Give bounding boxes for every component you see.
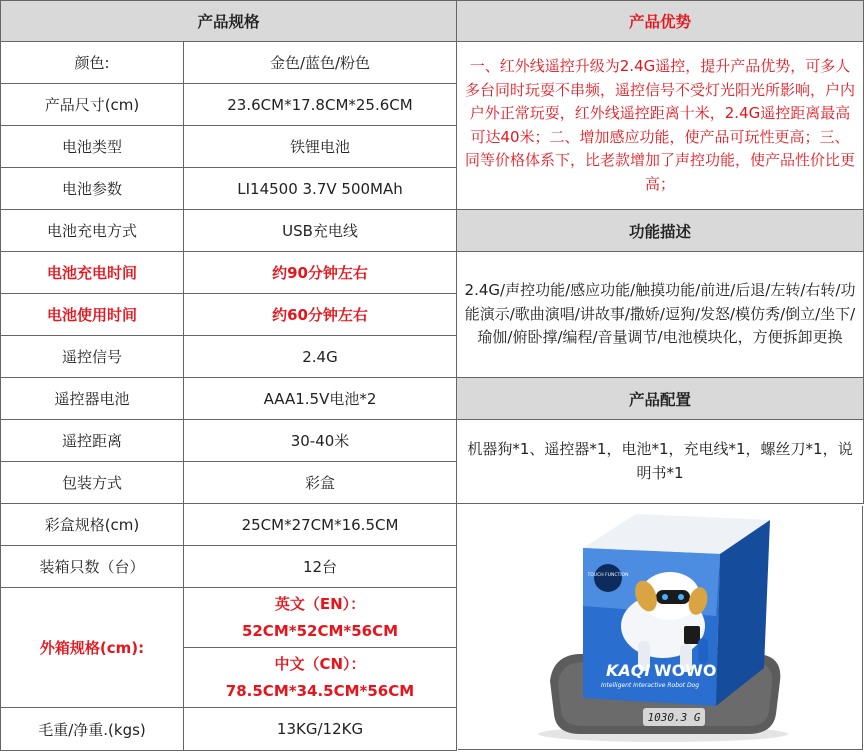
spec-value-charge-method: USB充电线 xyxy=(184,210,457,252)
advantages-text: 一、红外线遥控升级为2.4G遥控，提升产品优势，可多人多台同时玩耍不串频，遥控信号不受灯光阳光所影响，户内户外正常玩耍，红外线遥控距离十米，2.4G遥控距离最高可达40米；二、增加感应功能，使产品可玩性更高；三、同等价格体系下，比老款增加了声控功能，使产品性价比更高； xyxy=(457,42,864,210)
spec-label-size: 产品尺寸(cm) xyxy=(1,84,184,126)
box-brand: KAQI xyxy=(606,661,651,680)
outer-box-cn-value: 78.5CM*34.5CM*56CM xyxy=(225,681,415,700)
spec-label-remote-battery: 遥控器电池 xyxy=(1,378,184,420)
product-photo-svg xyxy=(458,506,863,750)
spec-value-weight: 13KG/12KG xyxy=(184,708,457,751)
spec-value-carton-qty: 12台 xyxy=(184,546,457,588)
spec-value-remote-distance: 30-40米 xyxy=(184,420,457,462)
spec-value-packaging: 彩盒 xyxy=(184,462,457,504)
spec-value-size: 23.6CM*17.8CM*25.6CM xyxy=(184,84,457,126)
spec-label-packaging: 包装方式 xyxy=(1,462,184,504)
touch-badge-text: TOUCH FUNCTION xyxy=(587,573,629,578)
spec-value-use-time: 约60分钟左右 xyxy=(184,294,457,336)
outer-box-en-value: 52CM*52CM*56CM xyxy=(241,621,399,640)
box-product-name: WOWO xyxy=(654,661,717,680)
spec-label-giftbox-size: 彩盒规格(cm) xyxy=(1,504,184,546)
spec-label-charge-method: 电池充电方式 xyxy=(1,210,184,252)
spec-label-battery-type: 电池类型 xyxy=(1,126,184,168)
spec-label-color: 颜色: xyxy=(1,42,184,84)
spec-value-remote-battery: AAA1.5V电池*2 xyxy=(184,378,457,420)
box-subtitle: Intelligent Interactive Robot Dog xyxy=(600,682,700,689)
outer-box-en-title: 英文（EN）： xyxy=(274,594,366,613)
spec-value-giftbox-size: 25CM*27CM*16.5CM xyxy=(184,504,457,546)
spec-label-carton-qty: 装箱只数（台） xyxy=(1,546,184,588)
spec-label-use-time: 电池使用时间 xyxy=(1,294,184,336)
features-header: 功能描述 xyxy=(457,210,864,252)
spec-label-weight: 毛重/净重.(kgs) xyxy=(1,708,184,751)
spec-label-battery-params: 电池参数 xyxy=(1,168,184,210)
spec-label-outer-box: 外箱规格(cm): xyxy=(1,588,184,708)
spec-value-color: 金色/蓝色/粉色 xyxy=(184,42,457,84)
spec-value-signal: 2.4G xyxy=(184,336,457,378)
spec-header: 产品规格 xyxy=(1,1,457,42)
spec-label-signal: 遥控信号 xyxy=(1,336,184,378)
touch-badge-icon xyxy=(594,564,622,592)
advantages-header: 产品优势 xyxy=(457,1,864,42)
outer-box-en xyxy=(184,588,457,648)
outer-box-cn-title: 中文（CN）： xyxy=(274,654,366,673)
spec-label-charge-time: 电池充电时间 xyxy=(1,252,184,294)
spec-value-battery-type: 铁锂电池 xyxy=(184,126,457,168)
spec-value-charge-time: 约90分钟左右 xyxy=(184,252,457,294)
spec-label-remote-distance: 遥控距离 xyxy=(1,420,184,462)
config-header: 产品配置 xyxy=(457,378,864,420)
outer-box-cn xyxy=(184,648,457,708)
spec-value-battery-params: LI14500 3.7V 500MAh xyxy=(184,168,457,210)
config-text: 机器狗*1、遥控器*1，电池*1，充电线*1，螺丝刀*1，说明书*1 xyxy=(457,420,864,504)
features-text: 2.4G/声控功能/感应功能/触摸功能/前进/后退/左转/右转/功能演示/歌曲演唱/讲故事/撒娇/逗狗/发怒/模仿秀/倒立/坐下/瑜伽/俯卧撑/编程/音量调节/电池模块化，方便拆卸更换 xyxy=(457,252,864,378)
product-photo xyxy=(458,506,863,750)
scale-reading: 1030.3 G xyxy=(647,711,701,724)
